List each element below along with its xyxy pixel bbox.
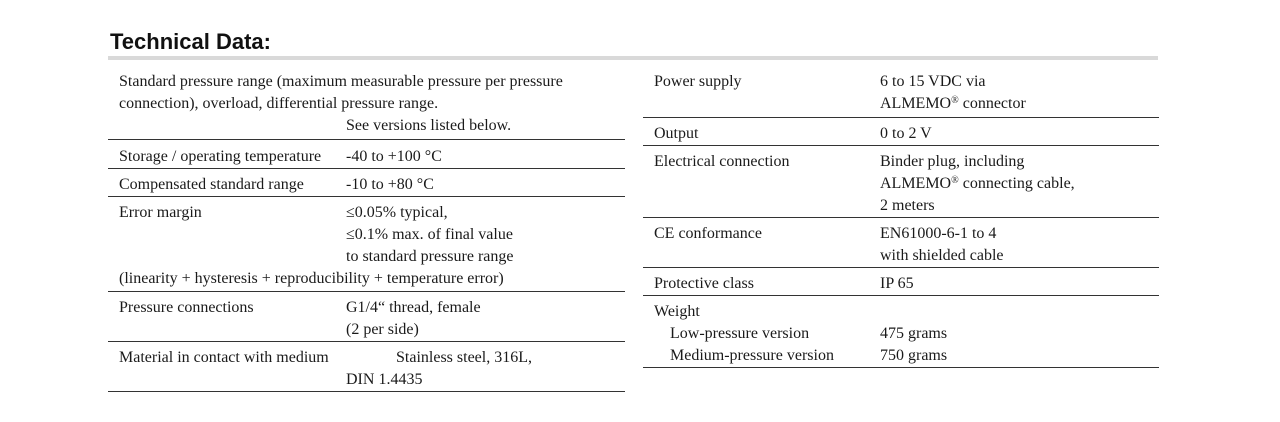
spec-row-material — [108, 342, 625, 392]
spec-value: 2 meters — [880, 197, 935, 214]
spec-row-standard-range — [108, 71, 625, 140]
spec-label: Compensated standard range — [119, 176, 304, 193]
spec-label: Error margin — [119, 204, 202, 221]
spec-label: Output — [654, 125, 699, 142]
spec-label: Electrical connection — [654, 153, 790, 170]
spec-value: IP 65 — [880, 275, 914, 292]
spec-sublabel: Low-pressure version — [670, 325, 810, 342]
spec-value: Binder plug, including — [880, 153, 1025, 170]
spec-label: connection), overload, differential pressure range. — [119, 95, 439, 112]
spec-value: See versions listed below. — [346, 117, 512, 134]
section-title: Technical Data: — [110, 29, 271, 54]
title-divider — [108, 56, 1158, 60]
spec-label: Material in contact with medium — [119, 349, 329, 366]
spec-value: (2 per side) — [346, 321, 419, 338]
spec-value: DIN 1.4435 — [346, 371, 423, 388]
spec-label: Protective class — [654, 275, 754, 292]
spec-value: -10 to +80 °C — [346, 176, 434, 193]
spec-label: Storage / operating temperature — [119, 148, 322, 165]
spec-value: ALMEMO® connector — [880, 95, 1026, 112]
right-spec-table — [643, 71, 1159, 368]
spec-value: with shielded cable — [880, 247, 1004, 264]
spec-value: ≤0.1% max. of final value — [346, 226, 513, 243]
spec-label: CE conformance — [654, 225, 762, 242]
spec-label: Power supply — [654, 73, 742, 90]
spec-row-ce-conformance — [643, 218, 1159, 268]
spec-row-pressure-connections — [108, 292, 625, 342]
spec-label: Pressure connections — [119, 299, 254, 316]
spec-value: ALMEMO® connecting cable, — [880, 175, 1075, 192]
spec-value: 475 grams — [880, 325, 948, 342]
spec-value: G1/4“ thread, female — [346, 299, 481, 316]
spec-label: Standard pressure range (maximum measurable pressure per pressure — [119, 73, 563, 90]
spec-row-protective-class — [643, 268, 1159, 296]
spec-note: (linearity + hysteresis + reproducibility + temperature error) — [119, 270, 504, 287]
spec-value: -40 to +100 °C — [346, 148, 442, 165]
spec-row-compensated-range — [108, 169, 625, 197]
spec-sublabel: Medium-pressure version — [670, 347, 834, 364]
left-spec-table — [108, 71, 625, 392]
spec-value: Stainless steel, 316L, — [396, 349, 532, 366]
registered-mark: ® — [951, 95, 959, 106]
spec-row-storage-temperature — [108, 140, 625, 169]
registered-mark: ® — [951, 175, 959, 186]
spec-label: Weight — [654, 303, 700, 320]
spec-value: to standard pressure range — [346, 248, 514, 265]
spec-value: 0 to 2 V — [880, 125, 932, 142]
spec-row-electrical-connection — [643, 146, 1159, 218]
spec-row-error-margin — [108, 197, 625, 292]
spec-row-output — [643, 118, 1159, 146]
spec-row-weight — [643, 296, 1159, 368]
spec-row-power-supply — [643, 71, 1159, 118]
spec-value: ≤0.05% typical, — [346, 204, 448, 221]
spec-value: 6 to 15 VDC via — [880, 73, 986, 90]
spec-value: 750 grams — [880, 347, 948, 364]
spec-value: EN61000-6-1 to 4 — [880, 225, 997, 242]
